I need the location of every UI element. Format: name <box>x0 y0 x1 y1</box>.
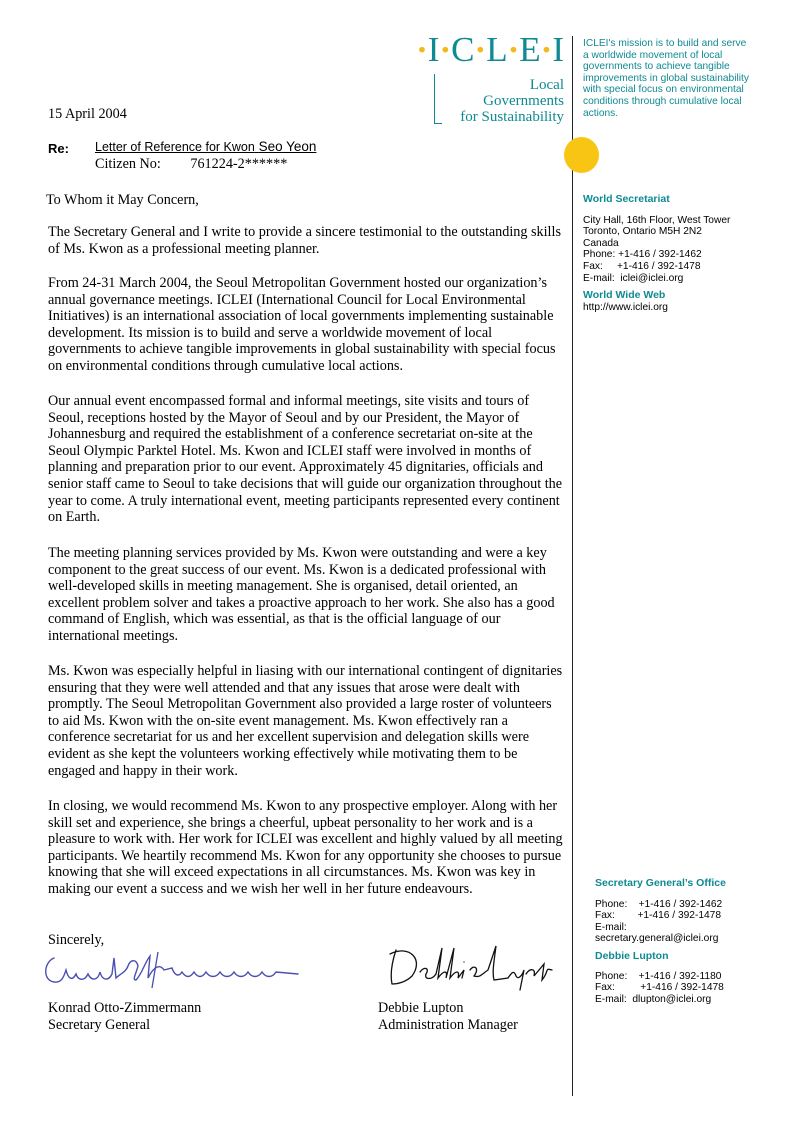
paragraph-4: The meeting planning services provided by Ms. Kwon were outstanding and were a key component to the great success of our event. Ms. Kwon is a dedicated professional with well-developed skills in meeting management. She is organised, detail oriented, an excellent problem solver and takes a proactive approach to her work. She also has a good command of English, which was essential, as that is the official language of our international meetings. <box>48 545 555 644</box>
signature-konrad <box>40 944 310 994</box>
debbie-heading: Debbie Lupton <box>595 949 669 962</box>
world-secretariat-block <box>583 194 783 313</box>
re-subject-text: Letter of Reference for Kwon <box>95 140 255 154</box>
yellow-dot-decoration <box>564 137 599 173</box>
email-value: secretary.general@iclei.org <box>595 933 719 945</box>
paragraph-5: Ms. Kwon was especially helpful in liasing with our international contingent of dignitaries ensuring that they were well attended and that any issues that arose were dealt with promptly. The Seoul Metropolitan Government also provided a large roster of volunteers to aid Ms. Kwon with the on-site event management. Ms. Kwon effectively ran a conference secretariat for us and her excellent supervision and delegation skills were evident as she kept the volunteers working effectively while motivating them to be engaged and happy in their work. <box>48 663 563 779</box>
salutation: To Whom it May Concern, <box>46 192 199 208</box>
citizen-label: Citizen No: <box>95 156 161 172</box>
logo-tagline: Local Governments for Sustainability <box>460 77 564 125</box>
re-subject <box>95 139 316 154</box>
world-secretariat-heading: World Secretariat <box>583 193 670 205</box>
fax-line: Fax: +1-416 / 392-1478 <box>595 982 724 994</box>
iclei-logo <box>416 30 566 128</box>
address-line: Canada <box>583 237 619 249</box>
signatory-debbie <box>378 1000 518 1033</box>
email-line: E-mail: dlupton@iclei.org <box>595 993 712 1005</box>
signatory-title: Secretary General <box>48 1016 151 1033</box>
phone-line: Phone: +1-416 / 392-1180 <box>595 970 722 982</box>
sg-office-block <box>595 878 785 1005</box>
email-label: E-mail: <box>595 921 627 933</box>
re-subject-name: Seo Yeon <box>258 139 317 154</box>
re-label: Re: <box>48 141 69 156</box>
logo-wordmark: ·I·C·L·E·I <box>416 30 564 69</box>
address-line: City Hall, 16th Floor, West Tower <box>583 214 731 226</box>
signatory-name: Konrad Otto-Zimmermann <box>48 1000 202 1016</box>
signatory-konrad <box>48 1000 201 1033</box>
citizen-line <box>95 156 287 173</box>
paragraph-1: The Secretary General and I write to provide a sincere testimonial to the outstanding skills of Ms. Kwon as a professional meeting planner. <box>48 224 561 257</box>
signature-debbie <box>384 940 554 992</box>
fax-line: Fax: +1-416 / 392-1478 <box>583 260 701 272</box>
mission-statement: ICLEI's mission is to build and serve a worldwide movement of local governments to achieve tangible improvements in global sustainability with special focus on environmental conditions through cumulative local actions. <box>583 38 749 119</box>
closing: Sincerely, <box>48 932 105 948</box>
phone-line: Phone: +1-416 / 392-1462 <box>595 898 723 910</box>
fax-line: Fax: +1-416 / 392-1478 <box>595 910 722 922</box>
signatory-name: Debbie Lupton <box>378 1000 464 1016</box>
www-heading: World Wide Web <box>583 289 666 302</box>
sg-office-heading: Secretary General’s Office <box>595 877 726 889</box>
signatory-title: Administration Manager <box>378 1016 518 1033</box>
email-line: E-mail: iclei@iclei.org <box>583 272 684 284</box>
paragraph-3: Our annual event encompassed formal and informal meetings, site visits and tours of Seoul, receptions hosted by the Mayor of Seoul and by our President, the Mayor of Johannesburg and required the establishment of a conference secretariat on-site at the Seoul Olympic Parktel Hotel. Ms. Kwon and ICLEI staff were involved in months of planning and preparation prior to our event. Approximately 45 dignitaries, officials and senior staff came to Seoul to take decisions that will guide our organization throughout the year to come. A truly international event, meeting participants represented every continent on Earth. <box>48 393 563 526</box>
citizen-number: 761224-2****** <box>190 156 288 172</box>
sidebar-divider <box>572 36 573 1096</box>
www-link[interactable]: http://www.iclei.org <box>583 301 668 313</box>
paragraph-6: In closing, we would recommend Ms. Kwon to any prospective employer. Along with her skill set and experience, she brings a cheerful, upbeat personality to her work and is a pleasure to work with. Her work for ICLEI was excellent and highly valued by all meeting participants. We heartily recommend Ms. Kwon for any opportunity she chooses to pursue knowing that she will exceed expectations in all circumstances. Ms. Kwon was key in making our event a success and we wish her well in her future endeavours. <box>48 798 563 897</box>
phone-line: Phone: +1-416 / 392-1462 <box>583 249 702 261</box>
address-line: Toronto, Ontario M5H 2N2 <box>583 226 702 238</box>
paragraph-2: From 24-31 March 2004, the Seoul Metropolitan Government hosted our organization’s annual governance meetings. ICLEI (International Council for Local Environmental Initiatives) is an international association of local governments implementing sustainable development. Its mission is to build and serve a worldwide movement of local governments to achieve tangible improvements in global sustainability with special focus on environmental conditions through cumulative local actions. <box>48 275 556 374</box>
letter-date: 15 April 2004 <box>48 106 127 122</box>
